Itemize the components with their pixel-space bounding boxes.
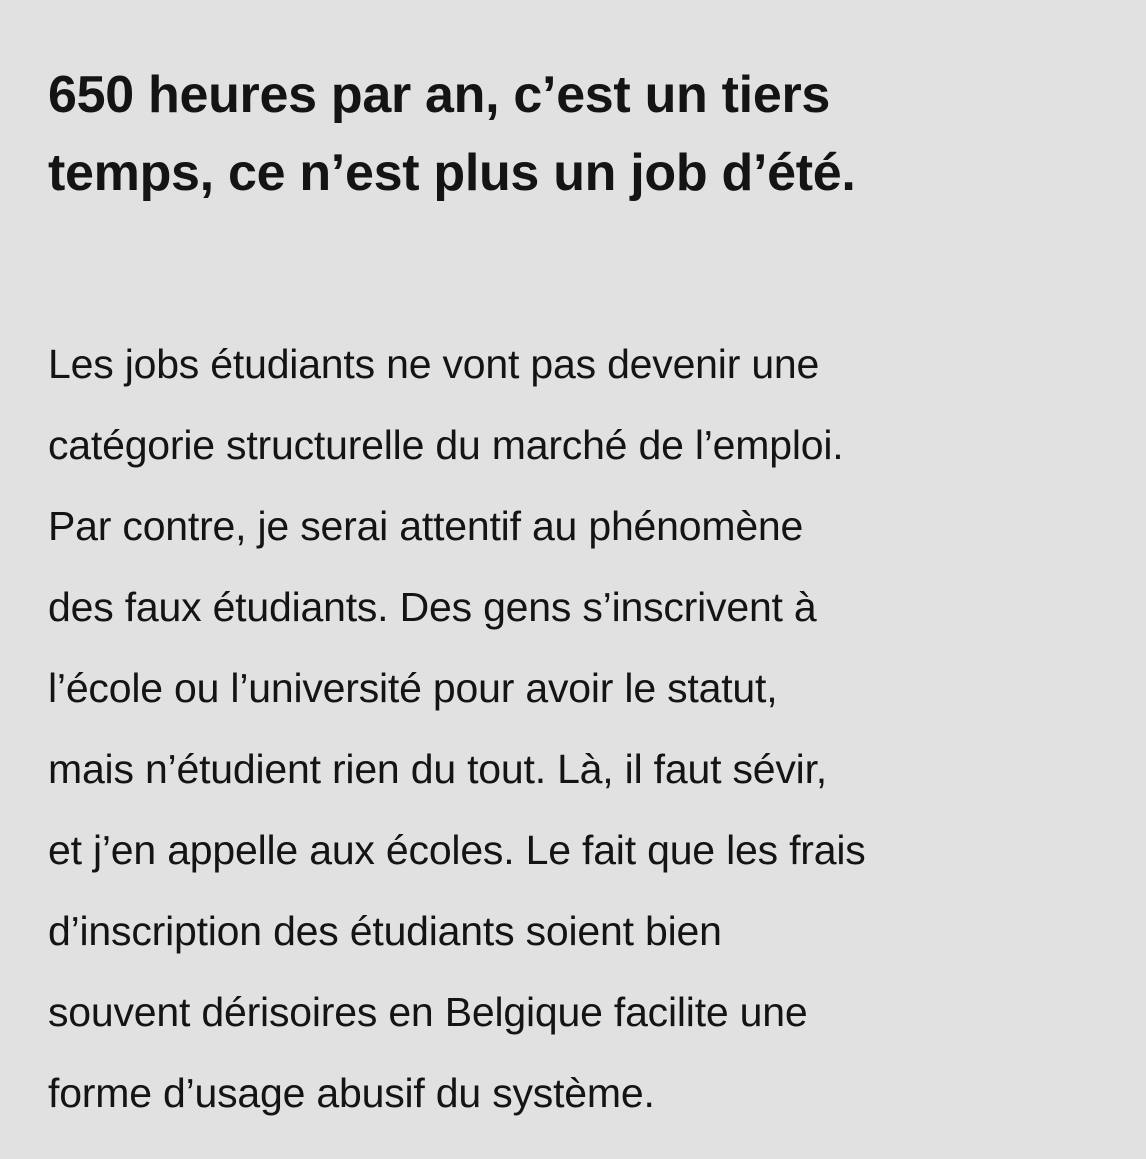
body-line: Par contre, je serai attentif au phénomène [48,503,804,549]
body-line: l’école ou l’université pour avoir le statut, [48,665,778,711]
headline-line: temps, ce n’est plus un job d’été. [48,144,856,202]
headline-line: 650 heures par an, c’est un tiers [48,66,831,124]
article [48,56,1128,1116]
body-line: forme d’usage abusif du système. [48,1070,655,1116]
body-line: catégorie structurelle du marché de l’emploi. [48,422,844,468]
headline [48,56,1128,212]
body-line: et j’en appelle aux écoles. Le fait que les frais [48,827,866,873]
body-line: Les jobs étudiants ne vont pas devenir une [48,341,820,387]
body-line: souvent dérisoires en Belgique facilite une [48,989,808,1035]
body-line: mais n’étudient rien du tout. Là, il faut sévir, [48,746,827,792]
body-line: d’inscription des étudiants soient bien [48,908,722,954]
body-line: des faux étudiants. Des gens s’inscrivent à [48,584,817,630]
body-paragraph [48,324,866,1134]
